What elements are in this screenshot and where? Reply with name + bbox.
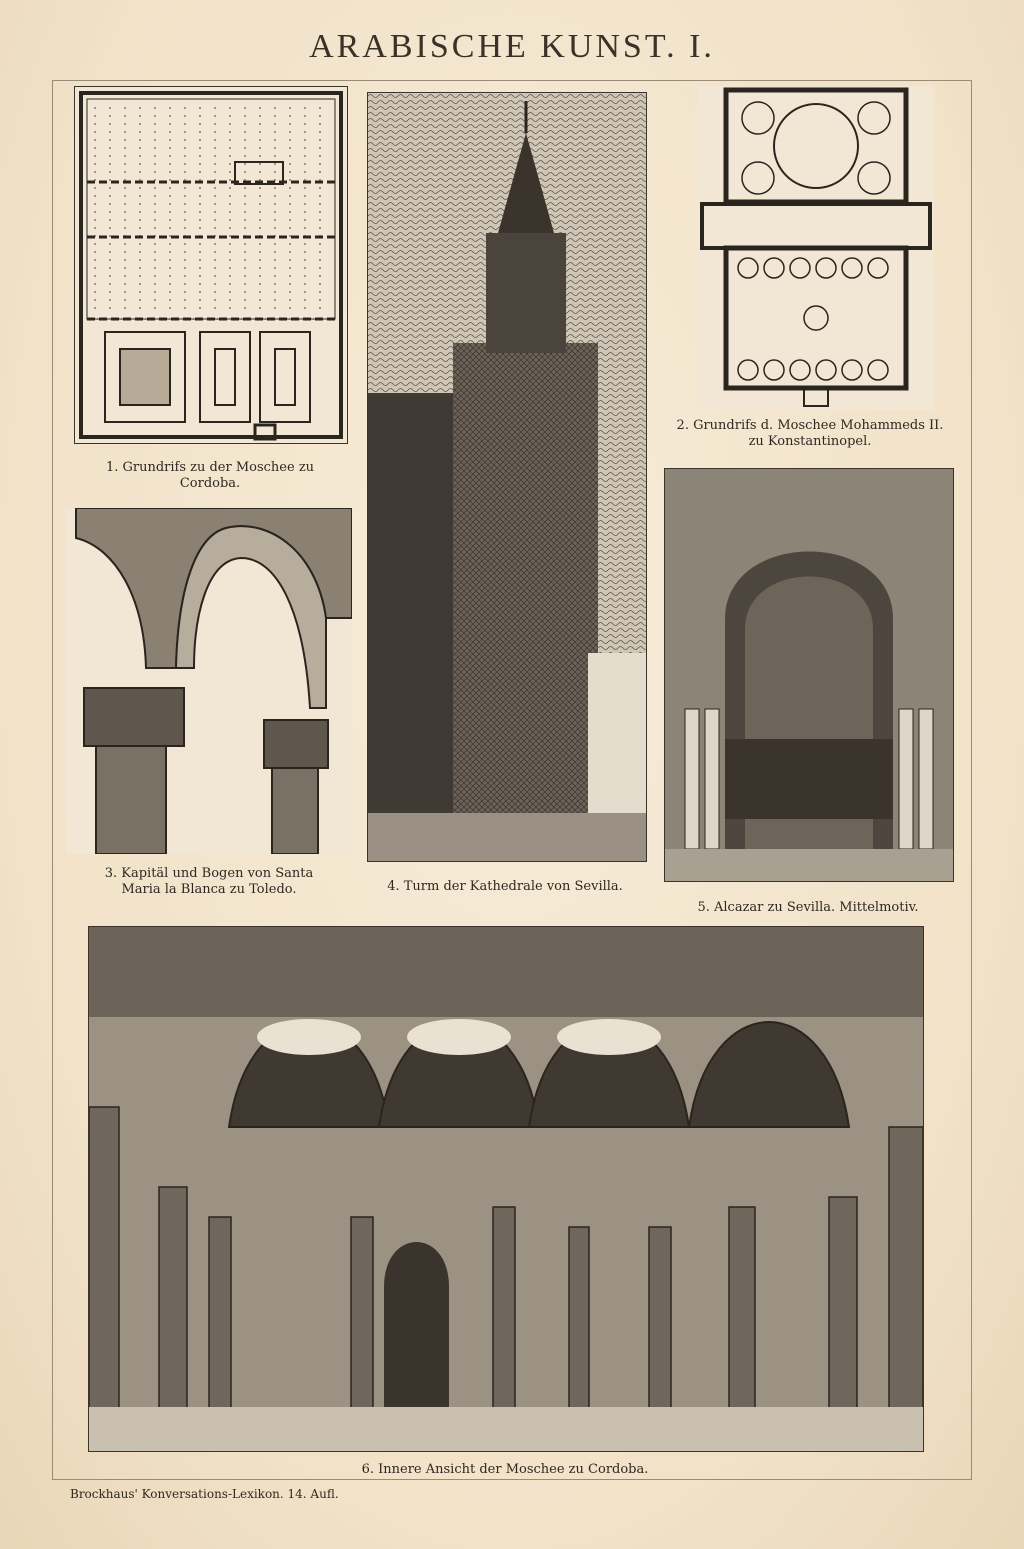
mosque-interior-engraving xyxy=(89,927,923,1451)
figure-6-caption-line1: 6. Innere Ansicht der Moschee zu Cordoba. xyxy=(361,1462,649,1477)
figure-5-caption-line1: 5. Alcazar zu Sevilla. Mittelmotiv. xyxy=(697,900,919,915)
figure-1-floor-plan-cordoba xyxy=(74,86,348,444)
figure-1-caption xyxy=(74,460,346,492)
figure-4-caption-line1: 4. Turm der Kathedrale von Sevilla. xyxy=(387,879,623,894)
figure-3-capital-and-arch xyxy=(66,508,352,854)
figure-2-caption xyxy=(660,418,960,450)
figure-2-caption-line1: 2. Grundrifs d. Moschee Mohammeds II. xyxy=(676,418,944,433)
page-title: ARABISCHE KUNST. I. xyxy=(309,28,715,65)
figure-6-mosque-interior-cordoba xyxy=(88,926,924,1452)
figure-2-floor-plan-constantinople xyxy=(698,86,934,410)
figure-3-caption-line2: Maria la Blanca zu Toledo. xyxy=(121,882,297,897)
figure-2-caption-line2: zu Konstantinopel. xyxy=(748,434,872,449)
figure-3-caption xyxy=(66,866,352,898)
floor-plan-drawing xyxy=(75,87,347,443)
figure-4-caption xyxy=(350,879,660,895)
figure-4-giralda-tower xyxy=(367,92,647,862)
figure-3-caption-line1: 3. Kapitäl und Bogen von Santa xyxy=(104,866,314,881)
publisher-footer: Brockhaus' Konversations-Lexikon. 14. Aufl. xyxy=(70,1487,339,1501)
alcazar-engraving xyxy=(665,469,953,881)
tower-engraving xyxy=(368,93,646,861)
figure-5-caption xyxy=(664,900,952,916)
figure-6-caption xyxy=(88,1462,922,1478)
figure-1-caption-line1: 1. Grundrifs zu der Moschee zu xyxy=(105,460,315,475)
mosque-plan-drawing xyxy=(698,86,934,410)
arch-drawing xyxy=(66,508,352,854)
figure-5-alcazar-seville xyxy=(664,468,954,882)
figure-1-caption-line2: Cordoba. xyxy=(179,476,241,491)
